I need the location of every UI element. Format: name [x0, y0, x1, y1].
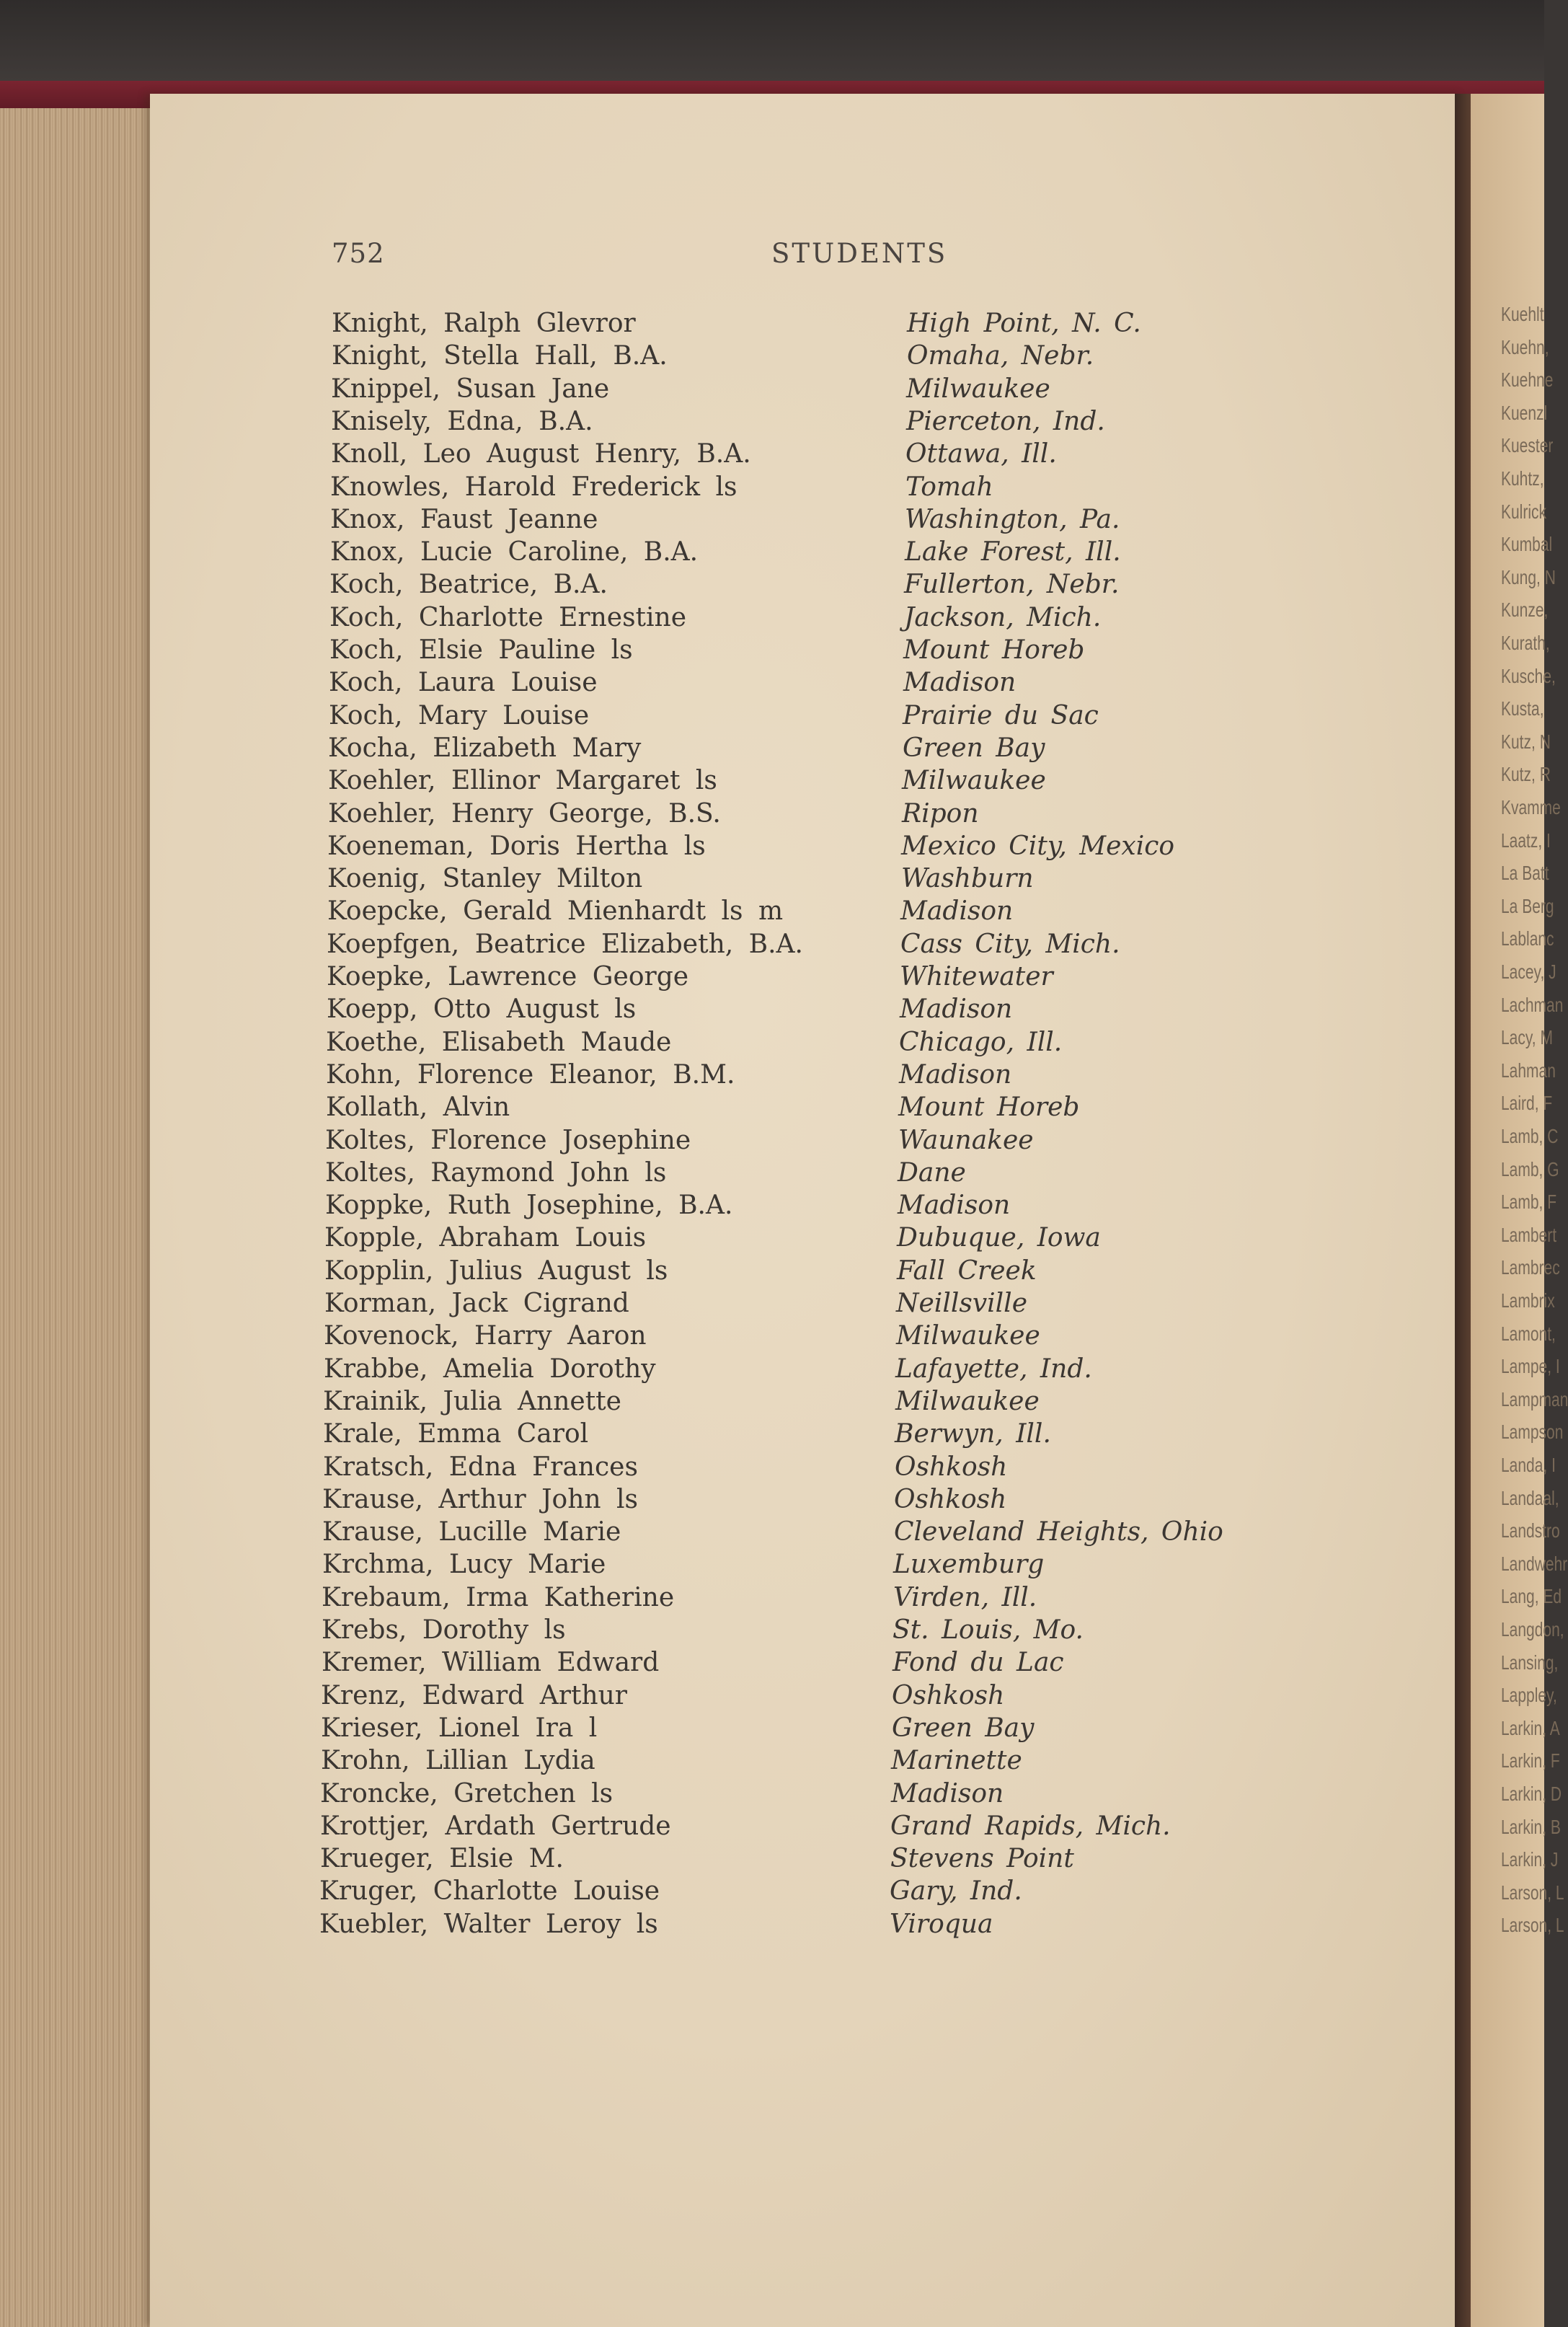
- list-item: [0, 1289, 1442, 1322]
- adjacent-page-entry: Larkin, F: [1501, 1749, 1560, 1772]
- student-hometown: High Point, N. C.: [907, 309, 1141, 338]
- student-name: Knox, Lucie Caroline, B.A.: [330, 537, 699, 567]
- adjacent-page-entry: Lansing,: [1501, 1651, 1559, 1674]
- adjacent-page-entry: Landaal,: [1501, 1487, 1559, 1509]
- adjacent-page-entry: Lampman: [1501, 1388, 1568, 1410]
- list-item: [0, 1681, 1442, 1714]
- student-hometown: St. Louis, Mo.: [892, 1615, 1084, 1645]
- adjacent-page-entry: Kuehn,: [1501, 336, 1549, 358]
- list-item: [0, 1779, 1442, 1812]
- student-hometown: Lake Forest, Ill.: [905, 537, 1121, 567]
- student-name: Koch, Charlotte Ernestine: [329, 603, 687, 632]
- student-hometown: Milwaukee: [896, 1321, 1040, 1351]
- student-name: Koltes, Florence Josephine: [325, 1126, 691, 1155]
- student-name: Koch, Laura Louise: [329, 668, 598, 697]
- adjacent-page-entry: Kusche,: [1501, 665, 1556, 687]
- adjacent-page-entry: Larkin, A: [1501, 1717, 1560, 1739]
- student-name: Krale, Emma Carol: [323, 1419, 589, 1449]
- adjacent-page-entry: Lacy, M: [1501, 1026, 1553, 1048]
- list-item: [0, 1387, 1442, 1420]
- list-item: [0, 1354, 1442, 1387]
- adjacent-page-entry: Landa, I: [1501, 1454, 1556, 1476]
- list-item: [0, 1876, 1442, 1909]
- student-hometown: Madison: [898, 1191, 1011, 1220]
- student-name: Krause, Arthur John ls: [322, 1485, 639, 1514]
- student-hometown: Prairie du Sac: [903, 701, 1099, 730]
- student-hometown: Fullerton, Nebr.: [904, 570, 1120, 599]
- student-name: Koch, Elsie Pauline ls: [329, 635, 633, 665]
- adjacent-page-entry: Kurath,: [1501, 632, 1550, 654]
- adjacent-page-entry: Lambrec: [1501, 1256, 1560, 1279]
- student-hometown: Grand Rapids, Mich.: [890, 1811, 1171, 1841]
- student-name: Kopple, Abraham Louis: [324, 1223, 647, 1253]
- student-name: Kratsch, Edna Frances: [323, 1452, 638, 1482]
- student-name: Koch, Mary Louise: [329, 701, 590, 730]
- adjacent-page-entry: Lambert: [1501, 1224, 1557, 1246]
- student-name: Krieser, Lionel Ira l: [321, 1713, 598, 1743]
- list-item: [0, 799, 1442, 832]
- list-item: [0, 505, 1442, 538]
- student-name: Knowles, Harold Frederick ls: [330, 472, 738, 502]
- adjacent-page-entry: Langdon,: [1501, 1618, 1564, 1641]
- student-hometown: Pierceton, Ind.: [906, 407, 1105, 436]
- list-item: [0, 603, 1442, 636]
- adjacent-page-entry: Kumbal: [1501, 533, 1553, 555]
- student-name: Koepke, Lawrence George: [327, 962, 689, 992]
- student-hometown: Madison: [900, 994, 1013, 1024]
- adjacent-page-entry: Lamont,: [1501, 1323, 1556, 1345]
- list-item: [0, 1550, 1442, 1583]
- student-hometown: Omaha, Nebr.: [907, 341, 1094, 371]
- adjacent-page-entry: Kvamme: [1501, 796, 1561, 818]
- list-item: [0, 994, 1442, 1028]
- student-name: Krebs, Dorothy ls: [322, 1615, 566, 1645]
- student-name: Krebaum, Irma Katherine: [322, 1583, 675, 1612]
- list-item: [0, 1419, 1442, 1452]
- student-name: Kuebler, Walter Leroy ls: [319, 1909, 658, 1939]
- list-item: [0, 733, 1442, 767]
- student-hometown: Gary, Ind.: [890, 1876, 1022, 1906]
- student-name: Krenz, Edward Arthur: [321, 1681, 627, 1710]
- page-number: 752: [332, 238, 385, 269]
- student-hometown: Madison: [903, 668, 1016, 697]
- list-item: [0, 407, 1442, 440]
- list-item: [0, 1126, 1442, 1159]
- list-item: [0, 570, 1442, 603]
- adjacent-page-entry: Laatz, I: [1501, 829, 1551, 852]
- student-name: Kruger, Charlotte Louise: [319, 1876, 660, 1906]
- student-hometown: Oshkosh: [895, 1452, 1008, 1482]
- list-item: [0, 1713, 1442, 1747]
- list-item: [0, 766, 1442, 799]
- list-item: [0, 472, 1442, 505]
- student-hometown: Neillsville: [896, 1289, 1028, 1318]
- student-hometown: Dubuque, Iowa: [897, 1223, 1101, 1253]
- student-name: Knisely, Edna, B.A.: [331, 407, 593, 436]
- student-hometown: Berwyn, Ill.: [895, 1419, 1051, 1449]
- student-hometown: Fond du Lac: [892, 1648, 1064, 1677]
- student-name: Krabbe, Amelia Dorothy: [324, 1354, 656, 1384]
- student-hometown: Madison: [891, 1779, 1004, 1809]
- adjacent-page-entry: Larkin, J: [1501, 1848, 1559, 1871]
- adjacent-page-entry: Kulrick: [1501, 500, 1547, 523]
- adjacent-page-entry: Kuester: [1501, 434, 1554, 456]
- student-hometown: Cleveland Heights, Ohio: [894, 1517, 1223, 1547]
- list-item: [0, 668, 1442, 701]
- list-item: [0, 1452, 1442, 1485]
- student-name: Knippel, Susan Jane: [331, 374, 610, 404]
- student-name: Koepfgen, Beatrice Elizabeth, B.A.: [327, 930, 803, 959]
- student-hometown: Milwaukee: [895, 1387, 1040, 1416]
- student-name: Knight, Ralph Glevror: [332, 309, 636, 338]
- list-item: [0, 635, 1442, 668]
- student-name: Koethe, Elisabeth Maude: [326, 1028, 672, 1057]
- student-name: Kroncke, Gretchen ls: [320, 1779, 614, 1809]
- adjacent-page-entry: Landwehr: [1501, 1553, 1568, 1575]
- list-item: [0, 439, 1442, 472]
- student-hometown: Ottawa, Ill.: [905, 439, 1057, 469]
- list-item: [0, 1811, 1442, 1845]
- student-hometown: Oshkosh: [894, 1485, 1007, 1514]
- adjacent-page-entry: Kuhtz,: [1501, 467, 1544, 490]
- student-name: Krause, Lucille Marie: [322, 1517, 621, 1547]
- list-item: [0, 1028, 1442, 1061]
- list-item: [0, 1844, 1442, 1877]
- adjacent-page-entry: Lampson: [1501, 1421, 1564, 1443]
- list-item: [0, 537, 1442, 570]
- list-item: [0, 1321, 1442, 1354]
- list-item: [0, 896, 1442, 930]
- student-hometown: Mount Horeb: [898, 1092, 1080, 1122]
- adjacent-page-entry: Laird, F: [1501, 1092, 1553, 1114]
- student-hometown: Tomah: [905, 472, 993, 502]
- student-name: Krchma, Lucy Marie: [322, 1550, 606, 1579]
- student-hometown: Milwaukee: [906, 374, 1050, 404]
- student-name: Koepp, Otto August ls: [327, 994, 637, 1024]
- list-item: [0, 1158, 1442, 1191]
- running-head: STUDENTS: [771, 238, 948, 269]
- adjacent-page-entry: Lappley,: [1501, 1684, 1557, 1706]
- adjacent-page-entry: Kunze,: [1501, 599, 1549, 621]
- student-hometown: Jackson, Mich.: [904, 603, 1102, 632]
- student-name: Knox, Faust Jeanne: [330, 505, 598, 534]
- list-item: [0, 1648, 1442, 1681]
- list-item: [0, 930, 1442, 963]
- student-name: Koch, Beatrice, B.A.: [329, 570, 608, 599]
- student-hometown: Madison: [900, 896, 1014, 926]
- adjacent-page-entry: Larkin, B: [1501, 1816, 1561, 1838]
- list-item: [0, 1485, 1442, 1518]
- adjacent-page-entry: Lambrix: [1501, 1289, 1555, 1312]
- adjacent-page-entry: Lacey, J: [1501, 961, 1556, 983]
- list-item: [0, 1092, 1442, 1126]
- list-item: [0, 374, 1442, 407]
- student-name: Koepcke, Gerald Mienhardt ls m: [327, 896, 784, 926]
- student-name: Krueger, Elsie M.: [320, 1844, 564, 1873]
- list-item: [0, 1517, 1442, 1550]
- student-name: Koenig, Stanley Milton: [327, 864, 643, 893]
- adjacent-page-entry: Lablanc: [1501, 927, 1554, 950]
- adjacent-page-entry: Lachman: [1501, 994, 1564, 1016]
- student-name: Koehler, Ellinor Margaret ls: [328, 766, 717, 795]
- student-name: Koltes, Raymond John ls: [325, 1158, 667, 1188]
- student-hometown: Green Bay: [892, 1713, 1035, 1743]
- student-name: Kovenock, Harry Aaron: [324, 1321, 647, 1351]
- adjacent-page-entry: Kutz, R: [1501, 763, 1551, 785]
- student-hometown: Fall Creek: [897, 1256, 1037, 1286]
- adjacent-page-entry: Larson, L: [1501, 1914, 1564, 1936]
- student-hometown: Viroqua: [890, 1909, 993, 1939]
- adjacent-page-entry: Lang, Ed: [1501, 1585, 1562, 1607]
- list-item: [0, 1746, 1442, 1779]
- adjacent-page-entry: Lamb, F: [1501, 1191, 1557, 1213]
- student-hometown: Luxemburg: [893, 1550, 1045, 1579]
- student-name: Koppke, Ruth Josephine, B.A.: [325, 1191, 733, 1220]
- list-item: [0, 1615, 1442, 1648]
- student-hometown: Chicago, Ill.: [899, 1028, 1063, 1057]
- adjacent-page-entry: Lahman: [1501, 1059, 1556, 1082]
- list-item: [0, 1223, 1442, 1256]
- student-hometown: Whitewater: [900, 962, 1053, 992]
- adjacent-page-entry: Kuenzl: [1501, 402, 1548, 424]
- student-hometown: Washington, Pa.: [905, 505, 1120, 534]
- student-hometown: Milwaukee: [902, 766, 1046, 795]
- student-name: Koehler, Henry George, B.S.: [328, 799, 721, 829]
- list-item: [0, 309, 1442, 342]
- list-item: [0, 864, 1442, 897]
- student-name: Krainik, Julia Annette: [323, 1387, 621, 1416]
- adjacent-page-entry: Kuehne: [1501, 368, 1554, 391]
- list-item: [0, 831, 1442, 865]
- student-name: Kopplin, Julius August ls: [324, 1256, 668, 1286]
- adjacent-page-entry: Kuehlt: [1501, 303, 1544, 325]
- student-name: Koeneman, Doris Hertha ls: [327, 831, 706, 861]
- adjacent-page-entry: Lamb, C: [1501, 1125, 1559, 1147]
- list-item: [0, 1256, 1442, 1289]
- list-item: [0, 1583, 1442, 1616]
- list-item: [0, 1191, 1442, 1224]
- list-item: [0, 701, 1442, 734]
- adjacent-page-entry: La Batt: [1501, 862, 1549, 884]
- adjacent-page-entry: Kusta,: [1501, 697, 1544, 720]
- student-name: Kocha, Elizabeth Mary: [328, 733, 642, 763]
- student-hometown: Oshkosh: [892, 1681, 1005, 1710]
- student-name: Knight, Stella Hall, B.A.: [332, 341, 668, 371]
- adjacent-page-entry: Lamb, G: [1501, 1158, 1559, 1180]
- student-hometown: Lafayette, Ind.: [895, 1354, 1092, 1384]
- student-hometown: Stevens Point: [890, 1844, 1074, 1873]
- student-hometown: Dane: [898, 1158, 966, 1188]
- adjacent-page-entry: Kutz, N: [1501, 730, 1551, 753]
- list-item: [0, 1060, 1442, 1093]
- student-hometown: Waunakee: [898, 1126, 1034, 1155]
- student-hometown: Madison: [899, 1060, 1012, 1090]
- list-item: [0, 1909, 1442, 1943]
- adjacent-page-entry: La Berg: [1501, 895, 1554, 917]
- adjacent-page-entry: Kung, N: [1501, 566, 1556, 588]
- student-name: Kollath, Alvin: [326, 1092, 510, 1122]
- student-name: Kohn, Florence Eleanor, B.M.: [326, 1060, 735, 1090]
- student-hometown: Mount Horeb: [903, 635, 1085, 665]
- student-hometown: Mexico City, Mexico: [901, 831, 1175, 861]
- student-name: Kremer, William Edward: [322, 1648, 660, 1677]
- student-name: Krottjer, Ardath Gertrude: [320, 1811, 671, 1841]
- student-hometown: Ripon: [902, 799, 979, 829]
- student-hometown: Cass City, Mich.: [900, 930, 1120, 959]
- student-name: Krohn, Lillian Lydia: [321, 1746, 595, 1775]
- adjacent-page-entry: Lampe, I: [1501, 1355, 1560, 1377]
- adjacent-page-entry: Larson, L: [1501, 1881, 1564, 1904]
- student-hometown: Washburn: [901, 864, 1034, 893]
- list-item: [0, 962, 1442, 995]
- student-hometown: Marinette: [891, 1746, 1022, 1775]
- student-name: Knoll, Leo August Henry, B.A.: [331, 439, 751, 469]
- adjacent-page-entry: Landstro: [1501, 1519, 1560, 1542]
- list-item: [0, 341, 1442, 374]
- student-hometown: Green Bay: [903, 733, 1045, 763]
- student-name: Korman, Jack Cigrand: [324, 1289, 629, 1318]
- student-hometown: Virden, Ill.: [893, 1583, 1037, 1612]
- adjacent-page-entry: Larkin, D: [1501, 1783, 1562, 1805]
